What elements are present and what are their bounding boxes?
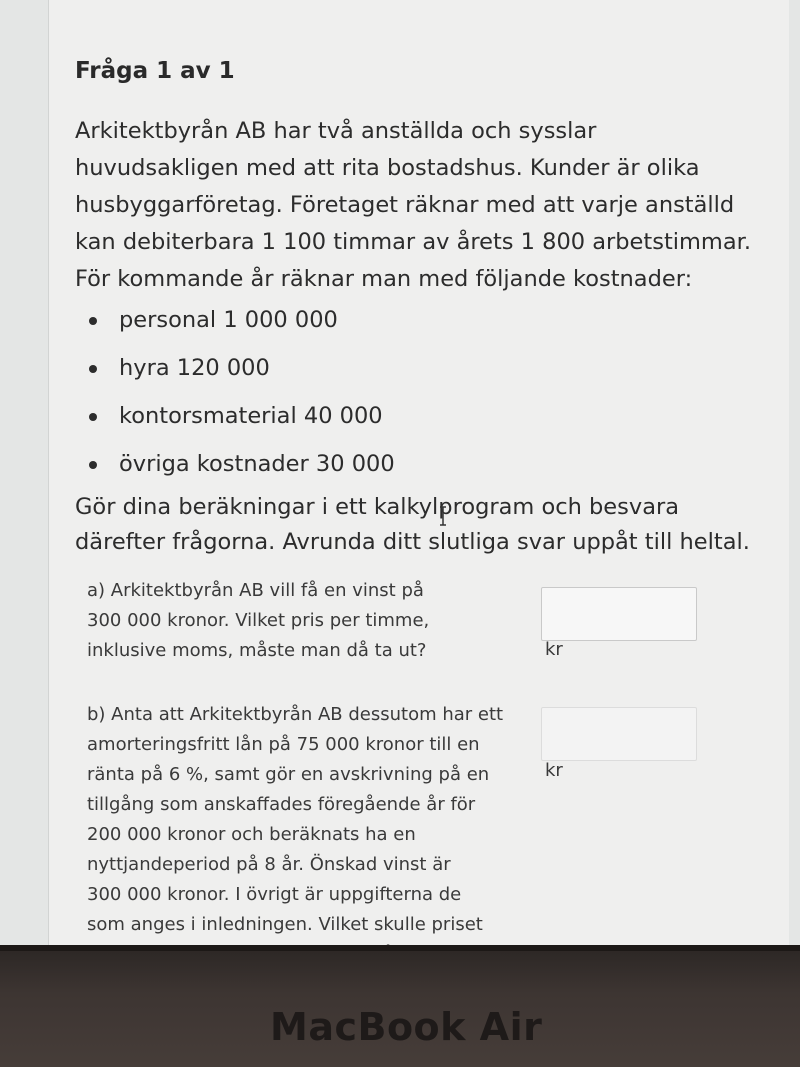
cost-item-office-supplies: kontorsmaterial 40 000 [89, 396, 395, 444]
question-panel [48, 0, 789, 945]
question-intro [75, 113, 775, 298]
question-instructions [75, 490, 775, 560]
cost-item-other: övriga kostnader 30 000 [89, 444, 395, 492]
part-b-line: 300 000 kronor. I övrigt är uppgifterna de [87, 884, 462, 905]
part-b-answer-input[interactable] [541, 707, 697, 761]
part-a-line: a) Arkitektbyrån AB vill få en vinst på [87, 580, 424, 601]
intro-line: För kommande år räknar man med följande kostnader: [75, 266, 693, 292]
i-beam-cursor-icon [438, 506, 448, 526]
part-a-line: inklusive moms, måste man då ta ut? [87, 640, 427, 661]
part-b-line: som anges i inledningen. Vilket skulle priset [87, 914, 483, 935]
intro-line: kan debiterbara 1 100 timmar av årets 1 800 arbetstimmar. [75, 229, 751, 255]
intro-line: huvudsakligen med att rita bostadshus. Kunder är olika [75, 155, 700, 181]
part-b-question [87, 700, 517, 970]
instructions-line: Gör dina beräkningar i ett kalkylprogram och besvara [75, 494, 680, 520]
part-b-line: nyttjandeperiod på 8 år. Önskad vinst är [87, 854, 451, 875]
part-b-line: b) Anta att Arkitektbyrån AB dessutom har ett [87, 704, 504, 725]
cost-list [89, 300, 395, 492]
cost-item-personal: personal 1 000 000 [89, 300, 395, 348]
laptop-bezel [0, 945, 800, 1067]
part-b-unit-label: kr [545, 760, 563, 781]
part-b-line: ränta på 6 %, samt gör en avskrivning på en [87, 764, 490, 785]
intro-line: husbyggarföretag. Företaget räknar med att varje anställd [75, 192, 735, 218]
intro-line: Arkitektbyrån AB har två anställda och sysslar [75, 118, 597, 144]
part-a-unit-label: kr [545, 639, 563, 660]
bezel-edge [0, 945, 800, 951]
part-b-line: 200 000 kronor och beräknats ha en [87, 824, 416, 845]
part-a-question [87, 576, 497, 666]
part-b-line: amorteringsfritt lån på 75 000 kronor till en [87, 734, 480, 755]
part-a-line: 300 000 kronor. Vilket pris per timme, [87, 610, 430, 631]
part-a-answer-input[interactable] [541, 587, 697, 641]
part-b-line: tillgång som anskaffades föregående år för [87, 794, 476, 815]
question-title: Fråga 1 av 1 [75, 58, 235, 84]
cost-item-rent: hyra 120 000 [89, 348, 395, 396]
instructions-line: därefter frågorna. Avrunda ditt slutliga svar uppåt till heltal. [75, 529, 750, 555]
device-brand-label: MacBook Air [270, 1005, 543, 1049]
